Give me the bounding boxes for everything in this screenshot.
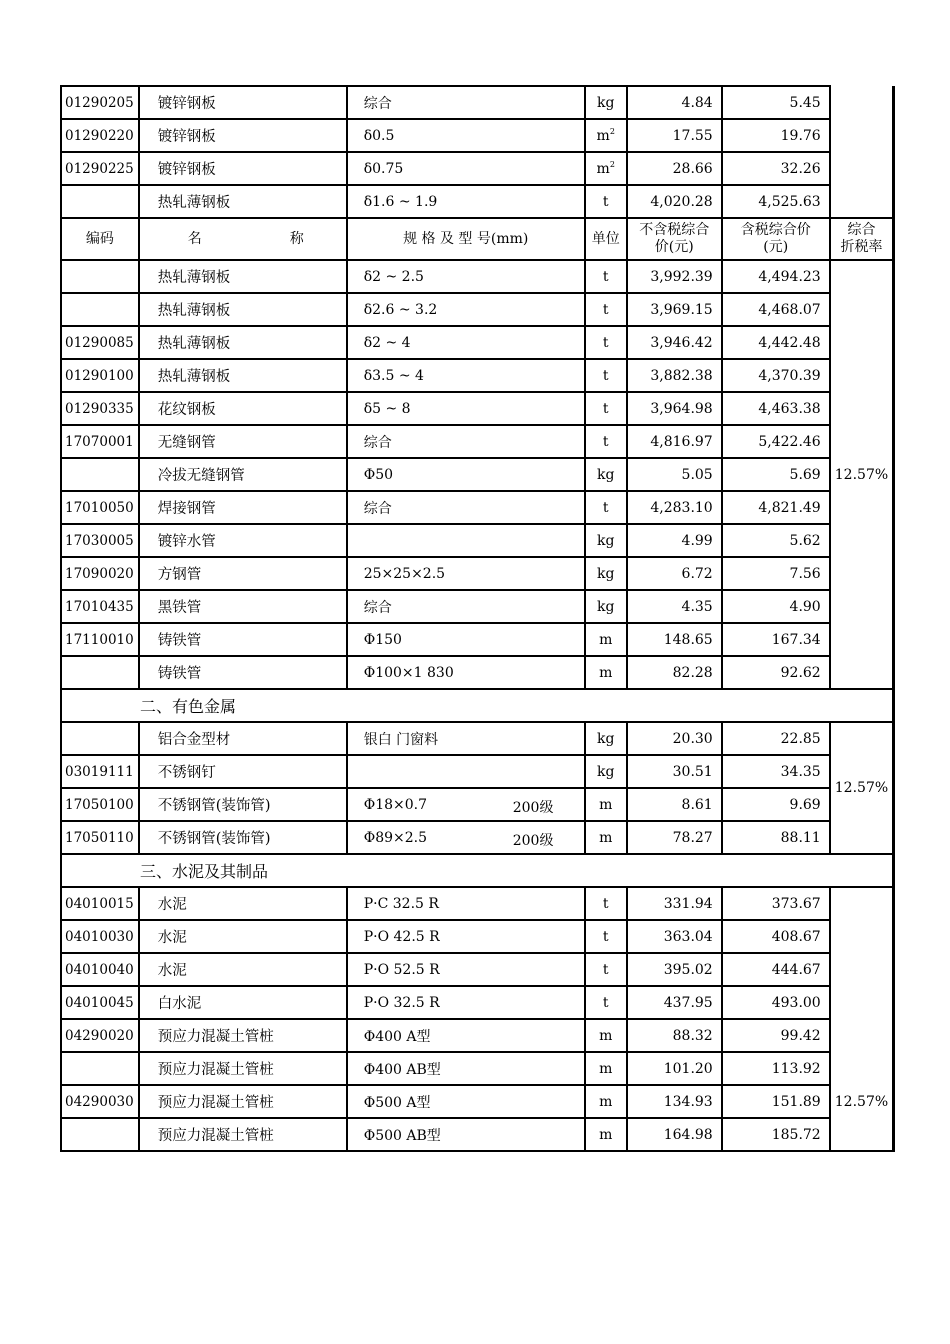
item-spec: δ2 ~ 4 <box>347 326 585 359</box>
price-incl-tax: 5,422.46 <box>722 425 830 458</box>
header-price-incl-tax-line1: 含税综合价 <box>740 222 811 239</box>
table-row <box>61 788 894 821</box>
item-name: 无缝钢管 <box>139 425 347 458</box>
item-unit-text: t <box>602 895 609 912</box>
item-spec: Φ50 <box>347 458 585 491</box>
price-excl-tax: 5.05 <box>627 458 722 491</box>
item-unit-text: t <box>602 928 609 945</box>
price-incl-tax: 167.34 <box>722 623 830 656</box>
price-excl-tax: 395.02 <box>627 953 722 986</box>
price-excl-tax: 28.66 <box>627 152 722 185</box>
table-row <box>61 185 894 218</box>
table-row <box>61 656 894 689</box>
item-spec: 银白 门窗料 <box>347 722 585 755</box>
item-spec: δ5 ~ 8 <box>347 392 585 425</box>
price-excl-tax: 3,882.38 <box>627 359 722 392</box>
price-incl-tax: 151.89 <box>722 1085 830 1118</box>
item-unit <box>585 788 627 821</box>
item-name: 不锈钢管(装饰管) <box>139 821 347 854</box>
item-unit <box>585 86 627 119</box>
item-spec: Φ400 A型 <box>347 1019 585 1052</box>
table-row <box>61 326 894 359</box>
item-unit <box>585 119 627 152</box>
item-unit <box>585 953 627 986</box>
item-unit <box>585 260 627 293</box>
item-spec <box>347 821 585 854</box>
item-name: 热轧薄钢板 <box>139 185 347 218</box>
item-name: 热轧薄钢板 <box>139 326 347 359</box>
item-unit-text: kg <box>596 598 615 615</box>
item-name: 不锈钢管(装饰管) <box>139 788 347 821</box>
price-incl-tax: 4,442.48 <box>722 326 830 359</box>
item-name: 镀锌水管 <box>139 524 347 557</box>
table-row <box>61 1118 894 1151</box>
item-grade: 200级 <box>512 799 554 816</box>
price-excl-tax: 17.55 <box>627 119 722 152</box>
price-incl-tax: 88.11 <box>722 821 830 854</box>
item-grade: 200级 <box>512 832 554 849</box>
price-incl-tax: 4.90 <box>722 590 830 623</box>
item-unit <box>585 1085 627 1118</box>
table-row <box>61 392 894 425</box>
item-name: 铸铁管 <box>139 656 347 689</box>
header-name-name-right: 称 <box>289 230 304 247</box>
table-row <box>61 491 894 524</box>
item-unit-text: t <box>602 400 609 417</box>
section-header-row <box>61 854 894 887</box>
item-code: 17010435 <box>61 590 139 623</box>
item-unit-text: m <box>596 128 610 144</box>
price-incl-tax: 9.69 <box>722 788 830 821</box>
item-spec: 综合 <box>347 590 585 623</box>
table-row <box>61 887 894 920</box>
item-unit <box>585 920 627 953</box>
item-code: 17050110 <box>61 821 139 854</box>
item-spec-text: Φ18×0.7 <box>363 796 428 813</box>
price-table <box>60 85 895 1152</box>
item-code: 17010050 <box>61 491 139 524</box>
item-unit <box>585 590 627 623</box>
item-name: 方钢管 <box>139 557 347 590</box>
header-rate-line2: 折税率 <box>840 239 883 255</box>
item-unit <box>585 392 627 425</box>
item-spec: δ2.6 ~ 3.2 <box>347 293 585 326</box>
item-unit-superscript: 2 <box>609 127 615 136</box>
item-unit <box>585 458 627 491</box>
item-spec-text: Φ89×2.5 <box>363 829 428 846</box>
price-excl-tax: 3,992.39 <box>627 260 722 293</box>
price-excl-tax: 3,946.42 <box>627 326 722 359</box>
price-excl-tax: 4.99 <box>627 524 722 557</box>
column-header-row <box>61 218 894 260</box>
item-unit-text: kg <box>596 466 615 483</box>
item-code: 01290205 <box>61 86 139 119</box>
item-unit-text: kg <box>596 763 615 780</box>
item-code: 01290220 <box>61 119 139 152</box>
item-unit <box>585 185 627 218</box>
item-unit <box>585 986 627 1019</box>
header-name-wrap <box>144 231 342 248</box>
item-unit-text: t <box>602 433 609 450</box>
price-excl-tax: 20.30 <box>627 722 722 755</box>
item-name: 热轧薄钢板 <box>139 293 347 326</box>
item-name: 热轧薄钢板 <box>139 359 347 392</box>
item-unit <box>585 491 627 524</box>
item-unit-text: m <box>599 1126 613 1143</box>
item-unit-text: t <box>602 994 609 1011</box>
price-table-body <box>61 86 894 1151</box>
price-excl-tax: 88.32 <box>627 1019 722 1052</box>
item-code <box>61 293 139 326</box>
item-unit <box>585 722 627 755</box>
item-spec: Φ400 AB型 <box>347 1052 585 1085</box>
item-spec: δ0.5 <box>347 119 585 152</box>
item-unit-text: m <box>599 1027 613 1044</box>
item-code <box>61 260 139 293</box>
item-unit-text: kg <box>596 532 615 549</box>
price-incl-tax: 373.67 <box>722 887 830 920</box>
header-price-excl-tax-line1: 不含税综合 <box>639 222 710 239</box>
item-name: 预应力混凝土管桩 <box>139 1019 347 1052</box>
item-unit <box>585 623 627 656</box>
price-incl-tax: 19.76 <box>722 119 830 152</box>
table-row <box>61 557 894 590</box>
item-code <box>61 1118 139 1151</box>
item-name: 水泥 <box>139 920 347 953</box>
item-name: 冷拔无缝钢管 <box>139 458 347 491</box>
item-unit-text: t <box>602 301 609 318</box>
price-incl-tax: 408.67 <box>722 920 830 953</box>
item-unit-text: m <box>596 161 610 177</box>
item-spec: δ3.5 ~ 4 <box>347 359 585 392</box>
item-code <box>61 1052 139 1085</box>
price-excl-tax: 331.94 <box>627 887 722 920</box>
item-spec: P·O 52.5 R <box>347 953 585 986</box>
price-incl-tax: 4,494.23 <box>722 260 830 293</box>
item-code: 17050100 <box>61 788 139 821</box>
item-spec: Φ100×1 830 <box>347 656 585 689</box>
item-spec: Φ500 A型 <box>347 1085 585 1118</box>
price-excl-tax: 4,020.28 <box>627 185 722 218</box>
item-code: 17070001 <box>61 425 139 458</box>
table-row <box>61 260 894 293</box>
item-unit <box>585 152 627 185</box>
item-unit <box>585 557 627 590</box>
price-excl-tax: 30.51 <box>627 755 722 788</box>
item-code: 04010030 <box>61 920 139 953</box>
table-row <box>61 821 894 854</box>
price-excl-tax: 8.61 <box>627 788 722 821</box>
item-unit-text: m <box>599 796 613 813</box>
price-incl-tax: 4,525.63 <box>722 185 830 218</box>
price-excl-tax: 437.95 <box>627 986 722 1019</box>
table-row <box>61 953 894 986</box>
item-unit <box>585 1118 627 1151</box>
price-excl-tax: 78.27 <box>627 821 722 854</box>
tax-rate: 12.57% <box>830 260 894 689</box>
item-unit-text: m <box>599 1093 613 1110</box>
item-name: 水泥 <box>139 953 347 986</box>
header-price-incl-tax-line2: (元) <box>763 239 789 255</box>
table-row <box>61 293 894 326</box>
item-unit <box>585 293 627 326</box>
table-row <box>61 1052 894 1085</box>
item-spec: 综合 <box>347 425 585 458</box>
item-name: 水泥 <box>139 887 347 920</box>
price-incl-tax: 444.67 <box>722 953 830 986</box>
item-code: 04290030 <box>61 1085 139 1118</box>
item-spec: P·C 32.5 R <box>347 887 585 920</box>
item-unit <box>585 1052 627 1085</box>
item-name: 热轧薄钢板 <box>139 260 347 293</box>
item-spec: 25×25×2.5 <box>347 557 585 590</box>
item-name: 花纹钢板 <box>139 392 347 425</box>
header-name-name-left: 名 <box>187 230 202 247</box>
price-incl-tax: 185.72 <box>722 1118 830 1151</box>
price-excl-tax: 4,816.97 <box>627 425 722 458</box>
price-incl-tax: 4,370.39 <box>722 359 830 392</box>
item-spec: δ1.6 ~ 1.9 <box>347 185 585 218</box>
item-unit <box>585 755 627 788</box>
rate-cell-blank <box>830 86 894 218</box>
item-spec: Φ500 AB型 <box>347 1118 585 1151</box>
item-spec: δ0.75 <box>347 152 585 185</box>
header-name <box>139 218 347 260</box>
item-spec: δ2 ~ 2.5 <box>347 260 585 293</box>
item-unit-text: kg <box>596 94 615 111</box>
price-excl-tax: 101.20 <box>627 1052 722 1085</box>
item-spec: 综合 <box>347 491 585 524</box>
item-name: 镀锌钢板 <box>139 119 347 152</box>
item-unit-text: t <box>602 499 609 516</box>
item-unit-text: m <box>599 631 613 648</box>
item-unit <box>585 1019 627 1052</box>
item-unit-text: kg <box>596 565 615 582</box>
item-code <box>61 656 139 689</box>
item-unit-text: m <box>599 829 613 846</box>
item-code: 04010045 <box>61 986 139 1019</box>
item-spec <box>347 524 585 557</box>
item-code: 01290335 <box>61 392 139 425</box>
table-row <box>61 722 894 755</box>
item-spec: P·O 32.5 R <box>347 986 585 1019</box>
item-code: 04010040 <box>61 953 139 986</box>
price-incl-tax: 5.45 <box>722 86 830 119</box>
header-price-incl-tax <box>722 218 830 260</box>
table-row <box>61 359 894 392</box>
item-spec: P·O 42.5 R <box>347 920 585 953</box>
tax-rate: 12.57% <box>830 887 894 1151</box>
item-name: 焊接钢管 <box>139 491 347 524</box>
price-incl-tax: 4,821.49 <box>722 491 830 524</box>
header-unit: 单位 <box>585 218 627 260</box>
price-excl-tax: 4,283.10 <box>627 491 722 524</box>
item-name: 镀锌钢板 <box>139 86 347 119</box>
price-excl-tax: 134.93 <box>627 1085 722 1118</box>
header-rate-line1: 综合 <box>847 222 876 239</box>
header-spec: 规 格 及 型 号(mm) <box>347 218 585 260</box>
item-unit <box>585 821 627 854</box>
price-incl-tax: 99.42 <box>722 1019 830 1052</box>
price-excl-tax: 3,964.98 <box>627 392 722 425</box>
header-price-excl-tax <box>627 218 722 260</box>
price-incl-tax: 34.35 <box>722 755 830 788</box>
item-unit-text: m <box>599 664 613 681</box>
item-code: 03019111 <box>61 755 139 788</box>
table-row <box>61 920 894 953</box>
item-spec <box>347 788 585 821</box>
table-row <box>61 755 894 788</box>
item-code: 01290100 <box>61 359 139 392</box>
price-incl-tax: 113.92 <box>722 1052 830 1085</box>
item-name: 白水泥 <box>139 986 347 1019</box>
price-excl-tax: 6.72 <box>627 557 722 590</box>
item-name: 预应力混凝土管桩 <box>139 1085 347 1118</box>
price-incl-tax: 5.69 <box>722 458 830 491</box>
section-title: 二、有色金属 <box>61 689 894 722</box>
price-incl-tax: 32.26 <box>722 152 830 185</box>
price-excl-tax: 3,969.15 <box>627 293 722 326</box>
price-excl-tax: 4.84 <box>627 86 722 119</box>
item-unit-text: t <box>602 961 609 978</box>
item-code <box>61 722 139 755</box>
item-code: 04010015 <box>61 887 139 920</box>
item-name: 不锈钢钉 <box>139 755 347 788</box>
table-row <box>61 1085 894 1118</box>
item-unit-superscript: 2 <box>609 160 615 169</box>
section-header-row <box>61 689 894 722</box>
header-rate <box>830 218 894 260</box>
price-incl-tax: 92.62 <box>722 656 830 689</box>
item-name: 预应力混凝土管桩 <box>139 1052 347 1085</box>
price-excl-tax: 4.35 <box>627 590 722 623</box>
item-unit <box>585 656 627 689</box>
item-spec: 综合 <box>347 86 585 119</box>
price-excl-tax: 164.98 <box>627 1118 722 1151</box>
item-code <box>61 185 139 218</box>
item-name: 镀锌钢板 <box>139 152 347 185</box>
item-code: 17090020 <box>61 557 139 590</box>
item-code: 04290020 <box>61 1019 139 1052</box>
table-row <box>61 119 894 152</box>
item-name: 预应力混凝土管桩 <box>139 1118 347 1151</box>
price-incl-tax: 5.62 <box>722 524 830 557</box>
tax-rate: 12.57% <box>830 722 894 854</box>
item-unit-text: kg <box>596 730 615 747</box>
item-unit-text: t <box>602 367 609 384</box>
item-code: 01290225 <box>61 152 139 185</box>
table-row <box>61 1019 894 1052</box>
item-unit-text: m <box>599 1060 613 1077</box>
item-unit-text: t <box>602 334 609 351</box>
table-row <box>61 152 894 185</box>
price-excl-tax: 363.04 <box>627 920 722 953</box>
item-unit <box>585 326 627 359</box>
price-incl-tax: 493.00 <box>722 986 830 1019</box>
item-unit-text: t <box>602 193 609 210</box>
item-unit-text: t <box>602 268 609 285</box>
item-code: 01290085 <box>61 326 139 359</box>
item-code: 17030005 <box>61 524 139 557</box>
item-unit <box>585 887 627 920</box>
section-title: 三、水泥及其制品 <box>61 854 894 887</box>
item-code: 17110010 <box>61 623 139 656</box>
item-name: 黑铁管 <box>139 590 347 623</box>
header-code: 编码 <box>61 218 139 260</box>
table-row <box>61 623 894 656</box>
table-row <box>61 524 894 557</box>
price-excl-tax: 82.28 <box>627 656 722 689</box>
item-spec: Φ150 <box>347 623 585 656</box>
table-row <box>61 986 894 1019</box>
price-incl-tax: 4,468.07 <box>722 293 830 326</box>
table-row <box>61 425 894 458</box>
item-code <box>61 458 139 491</box>
price-excl-tax: 148.65 <box>627 623 722 656</box>
item-unit <box>585 359 627 392</box>
table-row <box>61 590 894 623</box>
item-spec <box>347 755 585 788</box>
item-unit <box>585 524 627 557</box>
item-name: 铸铁管 <box>139 623 347 656</box>
table-row <box>61 86 894 119</box>
header-price-excl-tax-line2: 价(元) <box>654 239 694 255</box>
table-row <box>61 458 894 491</box>
price-incl-tax: 4,463.38 <box>722 392 830 425</box>
item-unit <box>585 425 627 458</box>
item-name: 铝合金型材 <box>139 722 347 755</box>
price-incl-tax: 22.85 <box>722 722 830 755</box>
price-incl-tax: 7.56 <box>722 557 830 590</box>
